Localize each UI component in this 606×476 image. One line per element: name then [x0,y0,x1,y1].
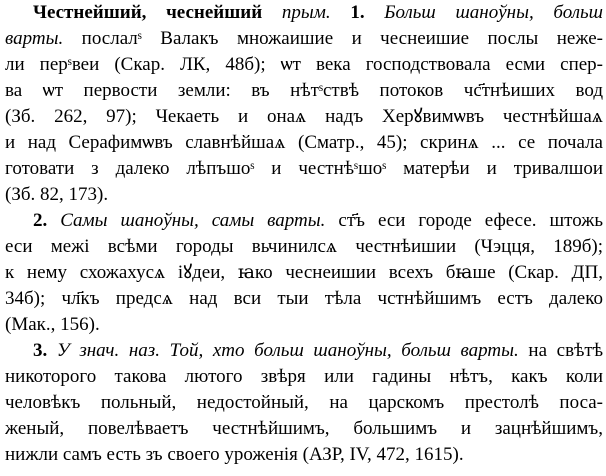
definition: варты. [5,28,82,49]
text-line [5,390,603,416]
citation-text: ли перˢвеи (Скар. ЛК, 48б); ѡт века господствовала есми спер- [5,54,603,75]
citation-text: никоторого такова лютого звѣря или гадины нѣтъ, какъ коли [5,366,603,387]
citation-text: (Зб. 82, 173). [5,184,109,205]
definition: У знач. наз. Той, хто больш шаноўны, больш варты. [56,340,529,361]
part-of-speech-label: прым. [281,2,351,23]
sense-number: 3. [33,340,57,361]
citation-text: послалˢ Валакъ множаишие и чеснеишие послы неже- [81,28,603,49]
headword: Честнейший, чеснейший [33,2,282,23]
definition: Самы шаноўны, самы варты. [60,210,339,231]
text-line [5,26,603,52]
citation-text: ва ѡт первости земли: въ нѣтˢствѣ потоков чс҃тнѣиших вод [5,80,603,101]
citation-text: ст҃ъ еси городе ефесе. штожь [338,210,603,231]
text-line [5,156,603,182]
text-line [5,234,603,260]
definition: Больш шаноўны, больш [384,2,603,23]
text-line [5,442,603,468]
citation-text: готовати з далеко лѣпъшоˢ и честнѣˢшоˢ матерѣи и тривалшои [5,158,603,179]
text-line [5,364,603,390]
citation-text: нижли самъ есть зъ своего уроженія (АЗР, IV, 472, 1615). [5,444,464,465]
text-line [5,416,603,442]
text-line [5,208,603,234]
citation-text: 34б); чл҃къ предсѧ над вси тыи тѣла чстнѣйшимъ естъ далеко [5,288,603,309]
text-line [5,0,603,26]
text-line [5,286,603,312]
text-line [5,312,603,338]
citation-text: (Зб. 262, 97); Чекаеть и онаѧ надъ Херꙋвимѡвъ честнѣйшаѧ [5,106,603,127]
sense-number: 1. [350,2,385,23]
text-line [5,78,603,104]
citation-text: к нему схожахусѧ іꙋдеи, ꙗко чеснеишии всехъ бꙗше (Скар. ДП, [5,262,603,283]
text-line [5,260,603,286]
citation-text: на свѣтѣ [528,340,603,361]
text-line [5,338,603,364]
sense-paragraph [5,0,603,208]
text-line [5,130,603,156]
citation-text: еси межі всѣми городы вьчинилсѧ честнѣишии (Чэцця, 189б); [5,236,603,257]
sense-paragraph [5,338,603,468]
citation-text: женый, повелѣваетъ честнѣйшимъ, большимъ и зацнѣйшимъ, [5,418,603,439]
sense-number: 2. [33,210,61,231]
citation-text: (Мак., 156). [5,314,100,335]
sense-paragraph [5,208,603,338]
text-line [5,182,603,208]
citation-text: человѣкъ польный, недостойный, на царскомъ престолѣ поса- [5,392,603,413]
text-line [5,104,603,130]
text-line [5,52,603,78]
citation-text: и над Серафимѡвъ славнѣйшаѧ (Сматр., 45); скринѧ ... се почала [5,132,603,153]
